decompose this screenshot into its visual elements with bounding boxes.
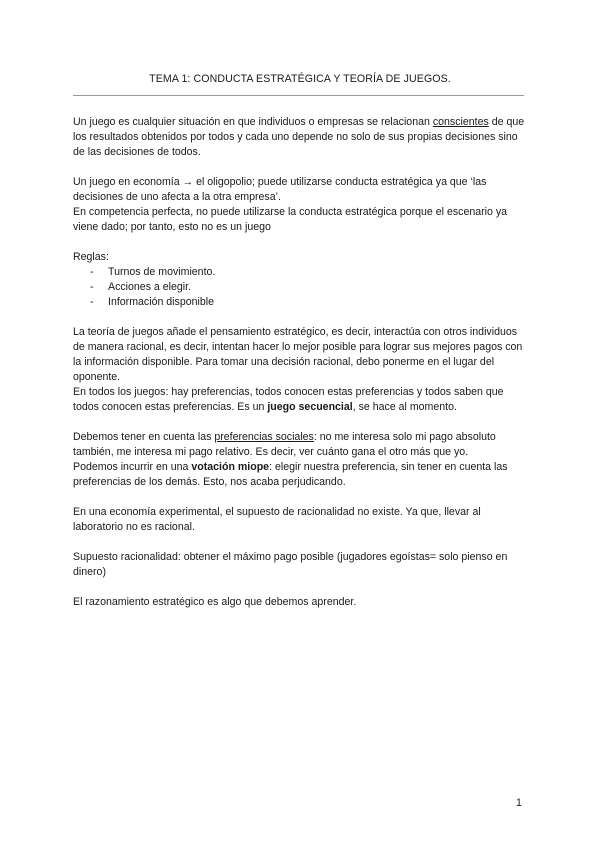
list-item (73, 265, 529, 280)
list-dash: - (90, 281, 94, 293)
title-divider (73, 95, 524, 96)
list-item-text: Turnos de movimiento. (108, 266, 216, 278)
paragraph-perfect-competition: En competencia perfecta, no puede utilizarse la conducta estratégica porque el escenario ya viene dado; por tanto, esto no es un juego (73, 206, 508, 233)
list-item-text: Información disponible (108, 296, 214, 308)
page-number: 1 (516, 797, 522, 809)
list-item (73, 295, 529, 310)
paragraph-definition (73, 115, 529, 160)
paragraph-text: , se hace al momento. (352, 401, 457, 413)
document-body (73, 115, 529, 625)
paragraph-social-preferences (73, 430, 529, 460)
paragraph-preferences (73, 385, 529, 415)
document-title: TEMA 1: CONDUCTA ESTRATÉGICA Y TEORÍA DE JUEGOS. (149, 73, 451, 85)
paragraph-text: : no me interesa solo mi pago absoluto también, me interesa mi pago relativo. Es decir, ver cuánto gana el otro más que yo. (73, 431, 496, 458)
underlined-term: preferencias sociales (214, 431, 314, 443)
rules-heading: Reglas: (73, 251, 109, 263)
paragraph-strategic-reasoning: El razonamiento estratégico es algo que debemos aprender. (73, 596, 357, 608)
paragraph-text: En todos los juegos: hay preferencias, todos conocen estas preferencias y todos saben que todos conocen estas preferencias. Es un (73, 386, 504, 413)
list-item-text: Acciones a elegir. (108, 281, 192, 293)
paragraph-text: Podemos incurrir en una (73, 461, 192, 473)
paragraph-myopic-voting (73, 460, 529, 490)
paragraph-text: de que los resultados obtenidos por todos y cada uno depende no solo de sus propias decisiones sino de las decisiones de todos. (73, 116, 525, 158)
list-item (73, 280, 529, 295)
paragraph-rationality: Supuesto racionalidad: obtener el máximo pago posible (jugadores egoístas= solo pienso en dinero) (73, 551, 508, 578)
list-dash: - (90, 266, 94, 278)
paragraph-text: Debemos tener en cuenta las (73, 431, 215, 443)
rules-list (73, 265, 529, 310)
paragraph-text: Un juego es cualquier situación en que individuos o empresas se relacionan (73, 116, 433, 128)
bold-term: votación miope (191, 461, 270, 473)
paragraph-oligopoly: Un juego en economía → el oligopolio; puede utilizarse conducta estratégica ya que ‘las decisiones de uno afecta a la otra empresa’. (73, 176, 487, 203)
list-dash: - (90, 296, 94, 308)
underlined-term: conscientes (432, 116, 489, 128)
bold-term: juego secuencial (267, 401, 353, 413)
paragraph-text: : elegir nuestra preferencia, sin tener en cuenta las preferencias de los demás. Esto, nos acaba perjudicando. (73, 461, 508, 488)
paragraph-experimental-economy: En una economía experimental, el supuesto de racionalidad no existe. Ya que, llevar al laboratorio no es racional. (73, 506, 481, 533)
paragraph-game-theory: La teoría de juegos añade el pensamiento estratégico, es decir, interactúa con otros individuos de manera racional, es decir, intentan hacer lo mejor posible para lograr sus mejores pagos con la información disponible. Para tomar una decisión racional, debo ponerme en el lugar del oponente. (73, 326, 523, 383)
